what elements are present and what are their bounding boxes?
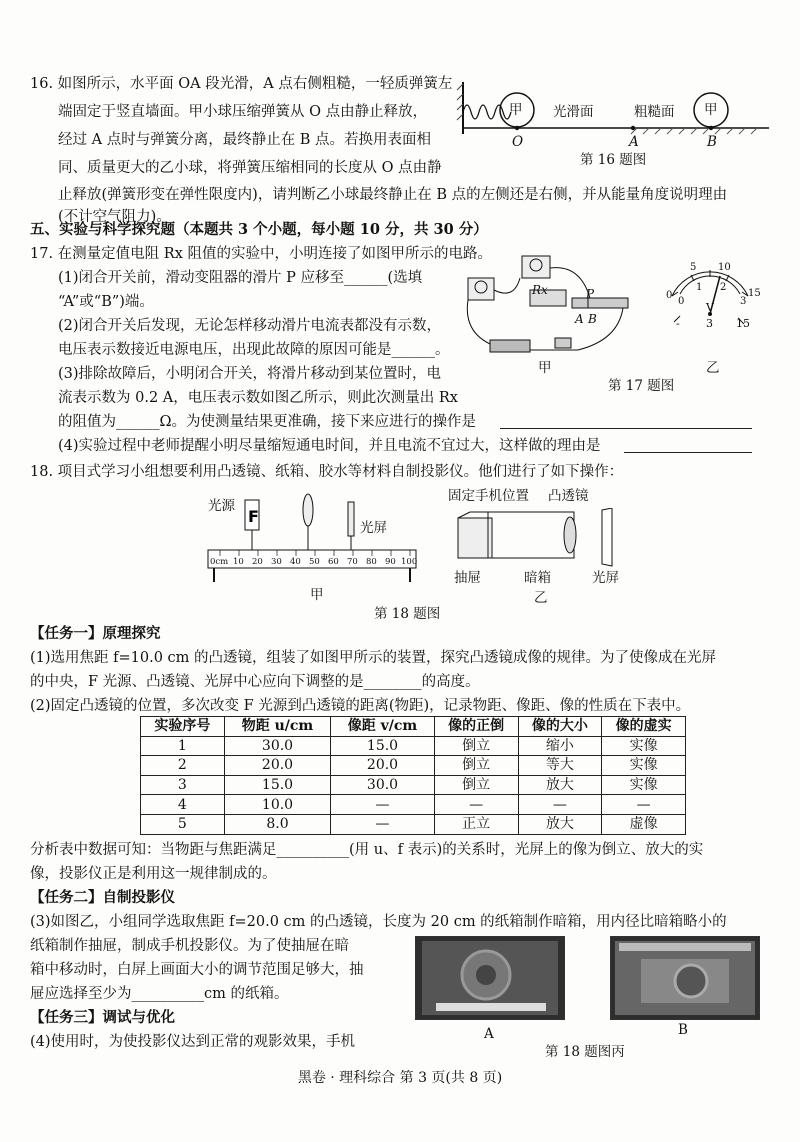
projection-photo-a [415,936,565,1020]
ruler-100: 100 [401,557,418,567]
table-cell: 30.0 [331,775,435,795]
q17-line-8: 的阻值为______Ω。为使测量结果更准确，接下来应进行的操作是 [58,414,477,430]
q18-screen2-label: 光屏 [592,570,619,586]
q16-point-a: A [629,134,639,150]
experiment-table [140,716,686,835]
q17-circuit-figure [460,250,645,360]
q16-ball-left-label: 甲 [509,102,523,118]
task3-line-1: (4)使用时，为使投影仪达到正常的观影效果，手机 [30,1034,356,1050]
q17-rx-label: Rx [532,283,548,297]
table-cell: 等大 [518,756,602,776]
q17-line-7: 流表示数为 0.2 A，电压表示数如图乙所示，则此次测量出 Rx [58,390,458,406]
q17-line-9: (4)实验过程中老师提醒小明尽量缩短通电时间，并且电流不宜过大，这样做的理由是 [58,438,601,454]
ruler-90: 90 [385,557,396,567]
q17-line-1: 17. 在测量定值电阻 Rx 阻值的实验中，小明连接了如图甲所示的电路。 [30,246,492,262]
section-heading: 五、实验与科学探究题（本题共 3 个小题，每小题 10 分，共 30 分） [30,221,488,238]
ruler-0: 0cm [210,557,229,567]
table-header: 像距 v/cm [331,717,435,737]
q16-line-6: (不计空气阻力)。 [58,209,171,225]
q18-phone-pos-label: 固定手机位置 [448,488,529,504]
q16-line-5: 止释放(弹簧形变在弹性限度内)，请判断乙小球最终静止在 B 点的左侧还是右侧，并从能量角度说明理由 [58,187,728,203]
table-cell: — [602,795,686,815]
q17-answer-blank-4[interactable] [624,436,752,453]
q18-intro: 18. 项目式学习小组想要利用凸透镜、纸箱、胶水等材料自制投影仪。他们进行了如下操作： [30,464,624,480]
q16-line-3: 经过 A 点时与弹簧分离，最终静止在 B 点。若换用表面相 [58,132,432,148]
q18-screen-label: 光屏 [360,520,387,536]
q16-rough-label: 粗糙面 [634,104,675,120]
q17-scale-15: 15 [748,288,761,299]
page-footer: 黑卷 · 理科综合 第 3 页(共 8 页) [297,1070,503,1086]
ruler-50: 50 [309,557,320,567]
q17-scale-m2: 2 [720,282,727,293]
photo-b-label: B [678,1022,688,1038]
analysis-line-1: 分析表中数据可知：当物距与焦距满足__________(用 u、f 表示)的关系时，光屏上的像为倒立、放大的实 [30,842,704,858]
q16-line-1: 16. 如图所示，水平面 OA 段光滑，A 点右侧粗糙，一轻质弹簧左 [30,76,453,92]
table-cell: 20.0 [224,756,331,776]
table-cell: 实像 [602,736,686,756]
table-cell: 正立 [434,814,518,834]
task2-heading: 【任务二】自制投影仪 [30,889,175,906]
table-header: 实验序号 [141,717,225,737]
table-header: 像的正倒 [434,717,518,737]
table-cell: 缩小 [518,736,602,756]
q17-line-6: (3)排除故障后，小明闭合开关，将滑片移动到某位置时，电 [58,366,442,382]
q18-ruler-labels [210,556,420,570]
table-cell: 实像 [602,775,686,795]
q18-projector-box-figure [452,508,642,568]
table-row [141,814,686,834]
table-header: 像的虚实 [602,717,686,737]
q17-line-5: 电压表示数接近电源电压，出现此故障的原因可能是______。 [58,342,450,358]
q16-caption: 第 16 题图 [580,152,647,168]
q17-terminal-minus: - [676,317,680,330]
ruler-10: 10 [233,557,244,567]
photo-a-label: A [484,1026,494,1042]
projection-photo-b [610,936,760,1020]
q16-point-b: B [707,134,717,150]
task1-line-2: 的中央，F 光源、凸透镜、光屏中心应向下调整的是________的高度。 [30,674,480,690]
q17-answer-blank-3[interactable] [500,412,752,429]
table-cell: 实像 [602,756,686,776]
q16-point-o: O [512,134,524,150]
q17-scale-m3: 3 [740,296,747,307]
table-header: 像的大小 [518,717,602,737]
q17-scale-0: 0 [666,290,673,301]
q18-caption: 第 18 题图 [374,606,441,622]
q17-unit-v: V [706,301,714,314]
q17-caption: 第 17 题图 [608,378,675,394]
table-cell: 1 [141,736,225,756]
table-cell: 15.0 [331,736,435,756]
q16-line-4: 同、质量更大的乙小球，将弹簧压缩相同的长度从 O 点由静 [58,160,442,176]
task1-line-3: (2)固定凸透镜的位置，多次改变 F 光源到凸透镜的距离(物距)，记录物距、像距、像的性质在下表中。 [30,698,691,714]
table-header-row [141,717,686,737]
q17-terminal-3: 3 [706,317,713,330]
q17-a-label: A [575,312,584,326]
q17-p-label: P [586,287,595,301]
q18-label-yi: 乙 [534,590,548,606]
q18-light-source-label: 光源 [208,498,235,514]
table-cell: 放大 [518,814,602,834]
ruler-30: 30 [271,557,282,567]
table-cell: 虚像 [602,814,686,834]
q17-scale-m1: 1 [696,282,703,293]
ruler-60: 60 [328,557,339,567]
task1-line-1: (1)选用焦距 f=10.0 cm 的凸透镜，组装了如图甲所示的装置，探究凸透镜成像的规律。为了使像成在光屏 [30,650,717,666]
task2-line-1: (3)如图乙，小组同学选取焦距 f=20.0 cm 的凸透镜，长度为 20 cm 的纸箱制作暗箱，用内径比暗箱略小的 [30,914,727,930]
table-cell: 30.0 [224,736,331,756]
table-cell: 5 [141,814,225,834]
table-cell: 2 [141,756,225,776]
q18-label-jia: 甲 [310,587,324,603]
table-cell: 倒立 [434,775,518,795]
table-cell: 8.0 [224,814,331,834]
q16-smooth-label: 光滑面 [553,104,594,120]
q17-scale-5: 5 [690,262,697,273]
q17-terminal-15: 15 [736,317,750,330]
q17-line-4: (2)闭合开关后发现，无论怎样移动滑片电流表都没有示数， [58,318,442,334]
table-cell: 3 [141,775,225,795]
table-cell: 10.0 [224,795,331,815]
photos-caption: 第 18 题图丙 [545,1044,625,1060]
table-row [141,795,686,815]
task3-heading: 【任务三】调试与优化 [30,1009,175,1026]
table-cell: 20.0 [331,756,435,776]
analysis-line-2: 像，投影仪正是利用这一规律制成的。 [30,866,277,882]
q16-ball-right-label: 甲 [704,102,718,118]
q16-line-2: 端固定于竖直墙面。甲小球压缩弹簧从 O 点由静止释放， [58,104,428,120]
task2-line-3: 箱中移动时，白屏上画面大小的调节范围足够大，抽 [30,962,364,978]
table-cell: 放大 [518,775,602,795]
ruler-20: 20 [252,557,263,567]
q17-line-2: (1)闭合开关前，滑动变阻器的滑片 P 应移至______(选填 [58,270,423,286]
q17-scale-m0: 0 [678,296,685,307]
table-cell: — [331,795,435,815]
q17-label-jia: 甲 [538,360,552,376]
table-cell: — [518,795,602,815]
svg-text:F: F [248,507,259,526]
q17-line-3: “A”或“B”)端。 [58,294,154,310]
q18-drawer-label: 抽屉 [454,570,481,586]
table-cell: 倒立 [434,736,518,756]
table-row [141,736,686,756]
table-row [141,775,686,795]
ruler-80: 80 [366,557,377,567]
table-cell: — [331,814,435,834]
task2-line-2: 纸箱制作抽屉，制成手机投影仪。为了使抽屉在暗 [30,938,349,954]
table-cell: — [434,795,518,815]
table-cell: 倒立 [434,756,518,776]
table-header: 物距 u/cm [224,717,331,737]
table-row [141,756,686,776]
q18-lens-label: 凸透镜 [548,488,589,504]
task1-heading: 【任务一】原理探究 [30,625,161,642]
ruler-40: 40 [290,557,301,567]
q17-label-yi: 乙 [706,360,720,376]
table-cell: 15.0 [224,775,331,795]
task2-line-4: 屉应选择至少为__________cm 的纸箱。 [30,986,289,1002]
q17-scale-10: 10 [718,262,731,273]
ruler-70: 70 [347,557,358,567]
table-cell: 4 [141,795,225,815]
q17-b-label: B [588,312,597,326]
q18-dark-box-label: 暗箱 [524,570,551,586]
